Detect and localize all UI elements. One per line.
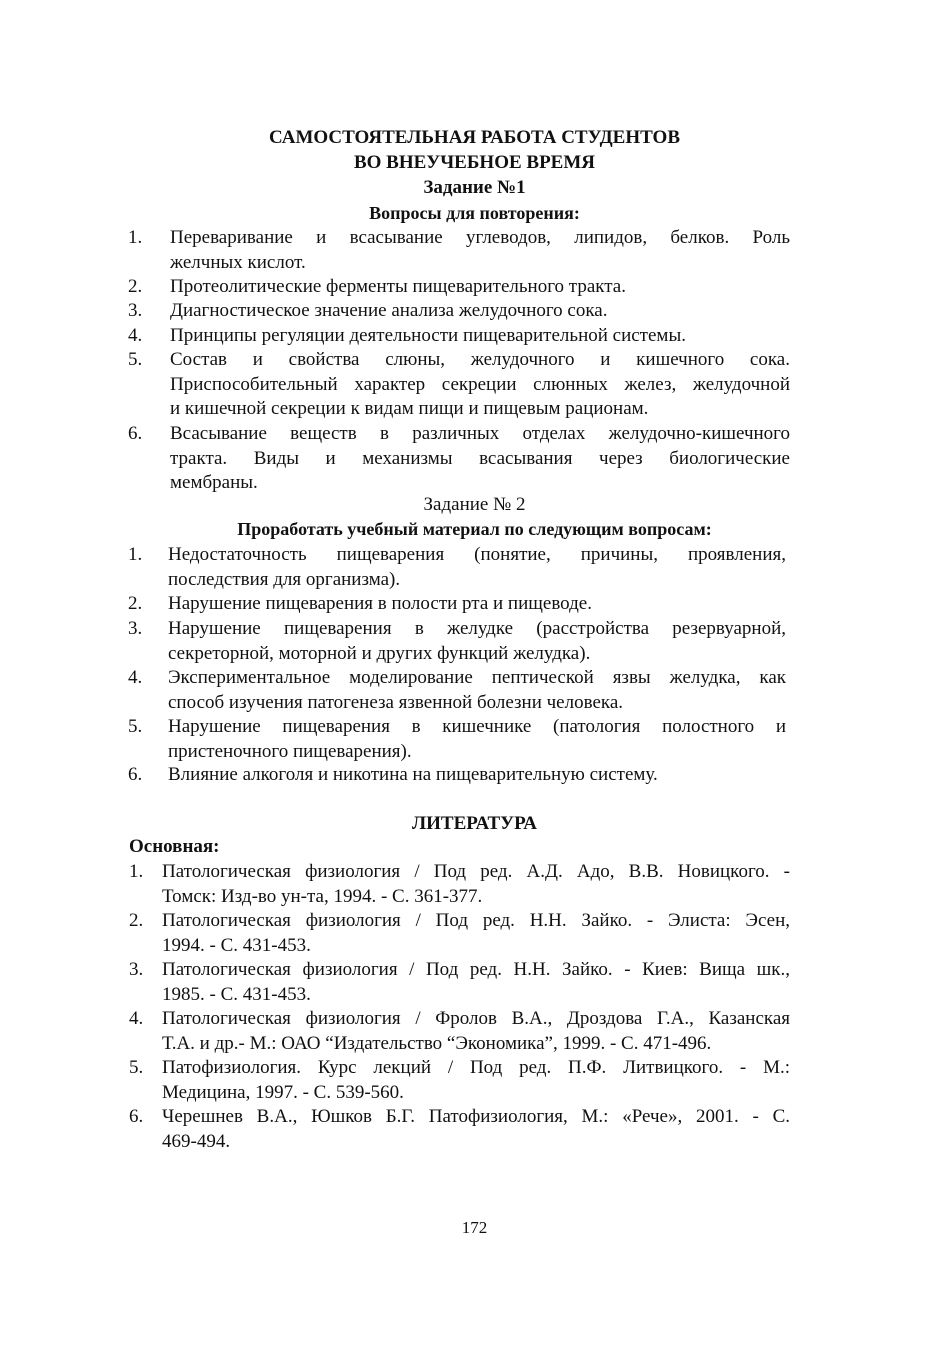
- task1-item-line: Принципы регуляции деятельности пищеварительной системы.: [170, 325, 686, 346]
- literature-item-number: 1.: [129, 861, 144, 882]
- task1-item-line: желчных кислот.: [170, 251, 306, 273]
- task1-item-number: 3.: [128, 300, 143, 321]
- literature-item-text: [162, 860, 790, 909]
- task1-title: Задание №1: [423, 177, 526, 198]
- literature-item-line: 1985. - С. 431-453.: [162, 983, 311, 1005]
- task1-item-text: [170, 348, 790, 422]
- task1-item-3: [128, 299, 790, 324]
- task1-item-number: 4.: [128, 325, 143, 346]
- literature-item-line: 1994. - С. 431-453.: [162, 934, 311, 956]
- literature-item-number: 3.: [129, 959, 144, 980]
- task1-item-6: [128, 422, 790, 496]
- literature-item-3: [129, 958, 790, 1007]
- literature-item-5: [129, 1056, 790, 1105]
- literature-item-line: Патологическая физиология / Фролов В.А., Дроздова Г.А., Казанская: [162, 1008, 790, 1029]
- literature-item-number: 5.: [129, 1057, 144, 1078]
- task2-item-line: Нарушение пищеварения в желудке (расстройства резервуарной,: [168, 618, 786, 639]
- literature-basic-label: Основная:: [129, 836, 220, 857]
- literature-title: ЛИТЕРАТУРА: [411, 813, 538, 834]
- literature-item-text: [162, 1105, 790, 1154]
- task2-item-number: 2.: [128, 593, 143, 614]
- literature-item-line: Томск: Изд-во ун-та, 1994. - С. 361-377.: [162, 885, 483, 907]
- task1-item-line: Протеолитические ферменты пищеварительного тракта.: [170, 276, 626, 297]
- task2-item-line: последствия для организма).: [168, 568, 401, 590]
- task2-title: Задание № 2: [423, 494, 526, 515]
- task2-item-line: Нарушение пищеварения в кишечнике (патология полостного и: [168, 716, 786, 737]
- task1-item-text: [170, 275, 790, 300]
- literature-item-line: Патологическая физиология / Под ред. Н.Н. Зайко. - Киев: Вища шк.,: [162, 959, 790, 980]
- task1-item-line: мембраны.: [170, 472, 258, 493]
- task2-subtitle: Проработать учебный материал по следующим вопросам:: [237, 519, 712, 539]
- task2-item-2: [128, 592, 786, 617]
- task2-item-3: [128, 617, 786, 666]
- task1-item-5: [128, 348, 790, 422]
- task1-item-line: тракта. Виды и механизмы всасывания через биологические: [170, 447, 790, 469]
- task1-item-line: Диагностическое значение анализа желудочного сока.: [170, 300, 608, 321]
- task2-item-text: [168, 543, 786, 592]
- task1-item-text: [170, 226, 790, 275]
- task2-item-1: [128, 543, 786, 592]
- literature-item-number: 2.: [129, 910, 144, 931]
- task2-item-number: 6.: [128, 764, 143, 785]
- task1-item-line: и кишечной секреции к видам пищи и пищевым рационам.: [170, 398, 649, 419]
- title-line-2: ВО ВНЕУЧЕБНОЕ ВРЕМЯ: [353, 152, 596, 173]
- task1-item-line: Приспособительный характер секреции слюнных желез, желудочной: [170, 373, 790, 395]
- task2-item-line: Нарушение пищеварения в полости рта и пищеводе.: [168, 593, 592, 614]
- literature-item-6: [129, 1105, 790, 1154]
- task1-item-line: Состав и свойства слюны, желудочного и кишечного сока.: [170, 349, 790, 370]
- literature-item-number: 6.: [129, 1106, 144, 1127]
- task1-item-line: Всасывание веществ в различных отделах желудочно-кишечного: [170, 423, 790, 444]
- task2-item-line: Недостаточность пищеварения (понятие, причины, проявления,: [168, 544, 786, 565]
- task2-item-number: 1.: [128, 544, 143, 565]
- literature-item-text: [162, 909, 790, 958]
- task2-item-6: [128, 763, 786, 788]
- literature-item-number: 4.: [129, 1008, 144, 1029]
- task1-item-number: 2.: [128, 276, 143, 297]
- task1-subtitle: Вопросы для повторения:: [369, 203, 580, 223]
- title-line-1: САМОСТОЯТЕЛЬНАЯ РАБОТА СТУДЕНТОВ: [268, 127, 681, 148]
- task2-item-line: пристеночного пищеварения).: [168, 740, 412, 762]
- task1-item-text: [170, 422, 790, 496]
- literature-item-4: [129, 1007, 790, 1056]
- literature-item-line: Медицина, 1997. - С. 539-560.: [162, 1081, 404, 1103]
- task1-item-1: [128, 226, 790, 275]
- task1-item-text: [170, 299, 790, 324]
- task2-item-number: 5.: [128, 716, 143, 737]
- literature-item-2: [129, 909, 790, 958]
- task2-item-number: 4.: [128, 667, 143, 688]
- literature-item-line: Патофизиология. Курс лекций / Под ред. П.Ф. Литвицкого. - М.:: [162, 1057, 790, 1078]
- task2-item-text: [168, 666, 786, 715]
- literature-item-line: Патологическая физиология / Под ред. Н.Н. Зайко. - Элиста: Эсен,: [162, 910, 790, 931]
- literature-item-line: Т.А. и др.- М.: ОАО “Издательство “Экономика”, 1999. - С. 471-496.: [162, 1032, 712, 1054]
- page-number: 172: [461, 1218, 488, 1237]
- task2-item-text: [168, 763, 786, 788]
- literature-item-line: Черешнев В.А., Юшков Б.Г. Патофизиология, М.: «Рече», 2001. - С.: [162, 1106, 790, 1127]
- task2-item-line: секреторной, моторной и других функций желудка).: [168, 642, 591, 664]
- task1-item-4: [128, 324, 790, 349]
- literature-item-1: [129, 860, 790, 909]
- literature-item-line: Патологическая физиология / Под ред. А.Д. Адо, В.В. Новицкого. -: [162, 861, 790, 882]
- task1-item-line: Переваривание и всасывание углеводов, липидов, белков. Роль: [170, 227, 790, 248]
- task1-item-number: 6.: [128, 423, 143, 444]
- task1-item-number: 5.: [128, 349, 143, 370]
- task2-item-line: способ изучения патогенеза язвенной болезни человека.: [168, 691, 624, 713]
- literature-item-text: [162, 958, 790, 1007]
- task1-item-number: 1.: [128, 227, 143, 248]
- literature-item-text: [162, 1007, 790, 1056]
- task2-item-text: [168, 617, 786, 666]
- task1-item-text: [170, 324, 790, 349]
- task2-item-text: [168, 715, 786, 764]
- task2-item-line: Влияние алкоголя и никотина на пищеварительную систему.: [168, 764, 658, 785]
- literature-item-text: [162, 1056, 790, 1105]
- task1-item-2: [128, 275, 790, 300]
- task2-item-line: Экспериментальное моделирование пептической язвы желудка, как: [168, 667, 786, 688]
- literature-item-line: 469-494.: [162, 1130, 231, 1152]
- task2-item-number: 3.: [128, 618, 143, 639]
- task2-item-5: [128, 715, 786, 764]
- task2-item-4: [128, 666, 786, 715]
- task2-item-text: [168, 592, 786, 617]
